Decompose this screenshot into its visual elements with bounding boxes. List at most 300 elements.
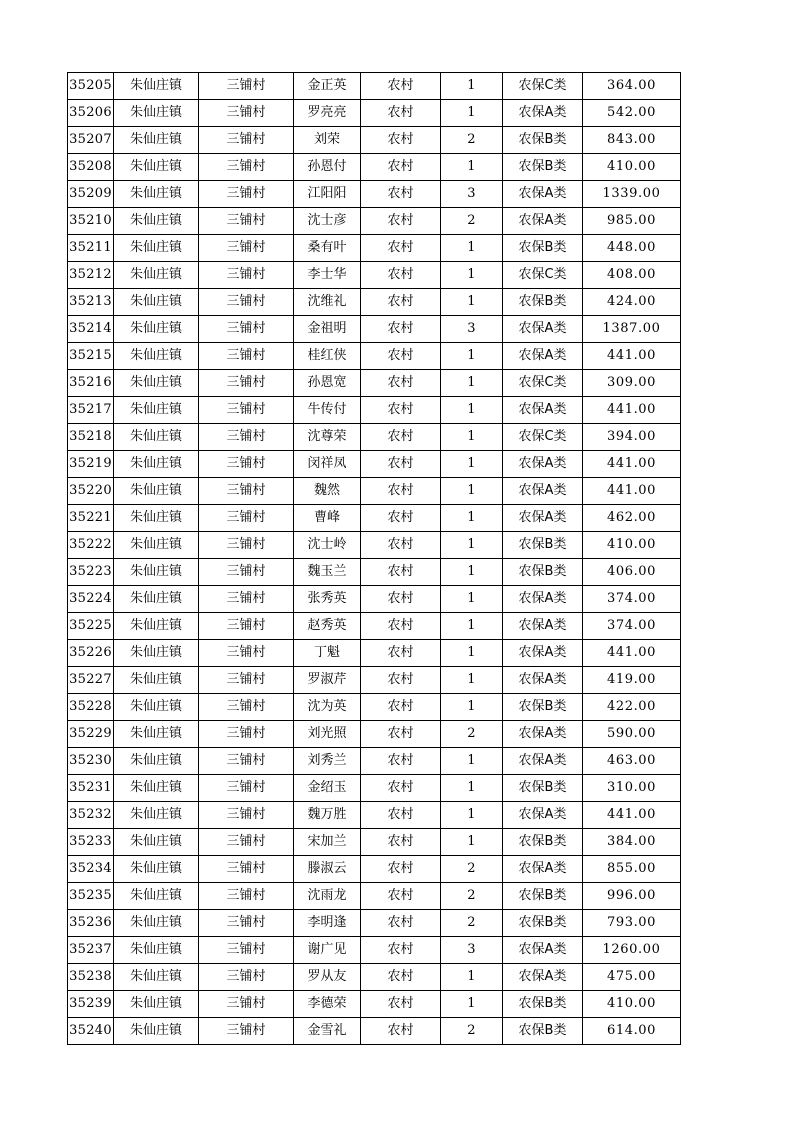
village-cell: 三铺村: [199, 721, 294, 748]
category-cell: 农保A类: [503, 856, 583, 883]
table-row: [68, 343, 681, 370]
town-cell: 朱仙庄镇: [114, 73, 199, 100]
name-cell: 孙恩付: [294, 154, 361, 181]
amount-cell: 364.00: [583, 73, 681, 100]
member-count-cell: 1: [441, 478, 503, 505]
amount-cell: 1260.00: [583, 937, 681, 964]
town-cell: 朱仙庄镇: [114, 505, 199, 532]
member-count-cell: 2: [441, 127, 503, 154]
household-type-cell: 农村: [361, 991, 441, 1018]
amount-cell: 985.00: [583, 208, 681, 235]
table-row: [68, 964, 681, 991]
member-count-cell: 1: [441, 667, 503, 694]
amount-cell: 410.00: [583, 154, 681, 181]
amount-cell: 384.00: [583, 829, 681, 856]
record-id-cell: 35211: [68, 235, 114, 262]
category-cell: 农保A类: [503, 208, 583, 235]
record-id-cell: 35224: [68, 586, 114, 613]
town-cell: 朱仙庄镇: [114, 694, 199, 721]
category-cell: 农保A类: [503, 343, 583, 370]
category-cell: 农保B类: [503, 154, 583, 181]
amount-cell: 462.00: [583, 505, 681, 532]
table-row: [68, 262, 681, 289]
category-cell: 农保A类: [503, 451, 583, 478]
household-type-cell: 农村: [361, 883, 441, 910]
record-id-cell: 35233: [68, 829, 114, 856]
table-row: [68, 559, 681, 586]
amount-cell: 1387.00: [583, 316, 681, 343]
household-type-cell: 农村: [361, 289, 441, 316]
amount-cell: 374.00: [583, 613, 681, 640]
table-row: [68, 829, 681, 856]
member-count-cell: 1: [441, 613, 503, 640]
record-id-cell: 35208: [68, 154, 114, 181]
village-cell: 三铺村: [199, 316, 294, 343]
name-cell: 刘光照: [294, 721, 361, 748]
village-cell: 三铺村: [199, 343, 294, 370]
category-cell: 农保A类: [503, 613, 583, 640]
table-row: [68, 424, 681, 451]
amount-cell: 309.00: [583, 370, 681, 397]
table-row: [68, 127, 681, 154]
member-count-cell: 2: [441, 208, 503, 235]
town-cell: 朱仙庄镇: [114, 181, 199, 208]
village-cell: 三铺村: [199, 667, 294, 694]
category-cell: 农保A类: [503, 667, 583, 694]
name-cell: 李士华: [294, 262, 361, 289]
table-row: [68, 1018, 681, 1045]
village-cell: 三铺村: [199, 829, 294, 856]
village-cell: 三铺村: [199, 640, 294, 667]
table-row: [68, 532, 681, 559]
member-count-cell: 2: [441, 910, 503, 937]
household-type-cell: 农村: [361, 316, 441, 343]
name-cell: 魏然: [294, 478, 361, 505]
amount-cell: 996.00: [583, 883, 681, 910]
household-type-cell: 农村: [361, 775, 441, 802]
amount-cell: 410.00: [583, 532, 681, 559]
name-cell: 罗亮亮: [294, 100, 361, 127]
household-type-cell: 农村: [361, 586, 441, 613]
name-cell: 刘秀兰: [294, 748, 361, 775]
record-id-cell: 35216: [68, 370, 114, 397]
record-id-cell: 35239: [68, 991, 114, 1018]
amount-cell: 441.00: [583, 451, 681, 478]
record-id-cell: 35205: [68, 73, 114, 100]
category-cell: 农保A类: [503, 397, 583, 424]
household-type-cell: 农村: [361, 505, 441, 532]
category-cell: 农保A类: [503, 721, 583, 748]
record-id-cell: 35218: [68, 424, 114, 451]
town-cell: 朱仙庄镇: [114, 775, 199, 802]
table-row: [68, 316, 681, 343]
amount-cell: 441.00: [583, 640, 681, 667]
record-id-cell: 35238: [68, 964, 114, 991]
town-cell: 朱仙庄镇: [114, 991, 199, 1018]
table-row: [68, 73, 681, 100]
record-id-cell: 35228: [68, 694, 114, 721]
village-cell: 三铺村: [199, 802, 294, 829]
record-id-cell: 35230: [68, 748, 114, 775]
member-count-cell: 3: [441, 316, 503, 343]
category-cell: 农保C类: [503, 262, 583, 289]
town-cell: 朱仙庄镇: [114, 802, 199, 829]
village-cell: 三铺村: [199, 613, 294, 640]
amount-cell: 310.00: [583, 775, 681, 802]
table-row: [68, 910, 681, 937]
category-cell: 农保A类: [503, 802, 583, 829]
name-cell: 金祖明: [294, 316, 361, 343]
name-cell: 桑有叶: [294, 235, 361, 262]
household-type-cell: 农村: [361, 100, 441, 127]
record-id-cell: 35229: [68, 721, 114, 748]
village-cell: 三铺村: [199, 370, 294, 397]
member-count-cell: 2: [441, 856, 503, 883]
member-count-cell: 1: [441, 640, 503, 667]
amount-cell: 374.00: [583, 586, 681, 613]
town-cell: 朱仙庄镇: [114, 829, 199, 856]
household-type-cell: 农村: [361, 1018, 441, 1045]
category-cell: 农保B类: [503, 775, 583, 802]
household-type-cell: 农村: [361, 478, 441, 505]
record-id-cell: 35227: [68, 667, 114, 694]
table-body: [68, 73, 681, 1045]
town-cell: 朱仙庄镇: [114, 289, 199, 316]
town-cell: 朱仙庄镇: [114, 127, 199, 154]
town-cell: 朱仙庄镇: [114, 748, 199, 775]
household-type-cell: 农村: [361, 397, 441, 424]
town-cell: 朱仙庄镇: [114, 397, 199, 424]
member-count-cell: 1: [441, 775, 503, 802]
household-type-cell: 农村: [361, 343, 441, 370]
table-row: [68, 802, 681, 829]
household-type-cell: 农村: [361, 154, 441, 181]
town-cell: 朱仙庄镇: [114, 1018, 199, 1045]
record-id-cell: 35226: [68, 640, 114, 667]
record-id-cell: 35214: [68, 316, 114, 343]
amount-cell: 448.00: [583, 235, 681, 262]
record-id-cell: 35232: [68, 802, 114, 829]
member-count-cell: 1: [441, 964, 503, 991]
household-type-cell: 农村: [361, 667, 441, 694]
name-cell: 金正英: [294, 73, 361, 100]
member-count-cell: 2: [441, 721, 503, 748]
name-cell: 罗淑芹: [294, 667, 361, 694]
name-cell: 沈雨龙: [294, 883, 361, 910]
amount-cell: 542.00: [583, 100, 681, 127]
town-cell: 朱仙庄镇: [114, 613, 199, 640]
household-type-cell: 农村: [361, 532, 441, 559]
amount-cell: 406.00: [583, 559, 681, 586]
household-type-cell: 农村: [361, 181, 441, 208]
household-type-cell: 农村: [361, 208, 441, 235]
name-cell: 牛传付: [294, 397, 361, 424]
town-cell: 朱仙庄镇: [114, 910, 199, 937]
amount-cell: 475.00: [583, 964, 681, 991]
record-id-cell: 35217: [68, 397, 114, 424]
record-id-cell: 35206: [68, 100, 114, 127]
category-cell: 农保A类: [503, 181, 583, 208]
amount-cell: 410.00: [583, 991, 681, 1018]
data-table: [67, 72, 681, 1045]
household-type-cell: 农村: [361, 856, 441, 883]
category-cell: 农保B类: [503, 991, 583, 1018]
village-cell: 三铺村: [199, 289, 294, 316]
name-cell: 宋加兰: [294, 829, 361, 856]
town-cell: 朱仙庄镇: [114, 640, 199, 667]
category-cell: 农保A类: [503, 316, 583, 343]
name-cell: 魏玉兰: [294, 559, 361, 586]
member-count-cell: 1: [441, 991, 503, 1018]
name-cell: 曹峰: [294, 505, 361, 532]
town-cell: 朱仙庄镇: [114, 424, 199, 451]
name-cell: 刘荣: [294, 127, 361, 154]
name-cell: 赵秀英: [294, 613, 361, 640]
member-count-cell: 1: [441, 154, 503, 181]
village-cell: 三铺村: [199, 910, 294, 937]
category-cell: 农保B类: [503, 127, 583, 154]
town-cell: 朱仙庄镇: [114, 964, 199, 991]
table-row: [68, 991, 681, 1018]
name-cell: 江阳阳: [294, 181, 361, 208]
member-count-cell: 1: [441, 235, 503, 262]
town-cell: 朱仙庄镇: [114, 667, 199, 694]
member-count-cell: 1: [441, 262, 503, 289]
name-cell: 魏万胜: [294, 802, 361, 829]
member-count-cell: 2: [441, 1018, 503, 1045]
record-id-cell: 35223: [68, 559, 114, 586]
name-cell: 谢广见: [294, 937, 361, 964]
household-type-cell: 农村: [361, 802, 441, 829]
member-count-cell: 1: [441, 100, 503, 127]
name-cell: 李明逢: [294, 910, 361, 937]
village-cell: 三铺村: [199, 208, 294, 235]
town-cell: 朱仙庄镇: [114, 532, 199, 559]
record-id-cell: 35240: [68, 1018, 114, 1045]
member-count-cell: 1: [441, 586, 503, 613]
category-cell: 农保A类: [503, 505, 583, 532]
table-row: [68, 748, 681, 775]
member-count-cell: 1: [441, 694, 503, 721]
town-cell: 朱仙庄镇: [114, 451, 199, 478]
member-count-cell: 1: [441, 451, 503, 478]
amount-cell: 793.00: [583, 910, 681, 937]
village-cell: 三铺村: [199, 127, 294, 154]
table-row: [68, 856, 681, 883]
town-cell: 朱仙庄镇: [114, 100, 199, 127]
name-cell: 沈维礼: [294, 289, 361, 316]
table-row: [68, 208, 681, 235]
category-cell: 农保B类: [503, 883, 583, 910]
name-cell: 孙恩宽: [294, 370, 361, 397]
category-cell: 农保C类: [503, 73, 583, 100]
household-type-cell: 农村: [361, 964, 441, 991]
category-cell: 农保A类: [503, 100, 583, 127]
town-cell: 朱仙庄镇: [114, 586, 199, 613]
town-cell: 朱仙庄镇: [114, 262, 199, 289]
category-cell: 农保B类: [503, 694, 583, 721]
name-cell: 李德荣: [294, 991, 361, 1018]
household-type-cell: 农村: [361, 721, 441, 748]
town-cell: 朱仙庄镇: [114, 154, 199, 181]
table-row: [68, 370, 681, 397]
household-type-cell: 农村: [361, 829, 441, 856]
amount-cell: 855.00: [583, 856, 681, 883]
table-row: [68, 937, 681, 964]
category-cell: 农保B类: [503, 235, 583, 262]
category-cell: 农保A类: [503, 937, 583, 964]
member-count-cell: 1: [441, 559, 503, 586]
table-row: [68, 235, 681, 262]
village-cell: 三铺村: [199, 478, 294, 505]
amount-cell: 843.00: [583, 127, 681, 154]
household-type-cell: 农村: [361, 235, 441, 262]
record-id-cell: 35225: [68, 613, 114, 640]
village-cell: 三铺村: [199, 1018, 294, 1045]
record-id-cell: 35222: [68, 532, 114, 559]
town-cell: 朱仙庄镇: [114, 937, 199, 964]
table-row: [68, 694, 681, 721]
town-cell: 朱仙庄镇: [114, 856, 199, 883]
name-cell: 张秀英: [294, 586, 361, 613]
village-cell: 三铺村: [199, 424, 294, 451]
member-count-cell: 2: [441, 883, 503, 910]
village-cell: 三铺村: [199, 397, 294, 424]
name-cell: 丁魁: [294, 640, 361, 667]
member-count-cell: 1: [441, 532, 503, 559]
village-cell: 三铺村: [199, 586, 294, 613]
category-cell: 农保B类: [503, 289, 583, 316]
name-cell: 沈为英: [294, 694, 361, 721]
record-id-cell: 35212: [68, 262, 114, 289]
category-cell: 农保C类: [503, 424, 583, 451]
town-cell: 朱仙庄镇: [114, 721, 199, 748]
village-cell: 三铺村: [199, 100, 294, 127]
table-row: [68, 289, 681, 316]
member-count-cell: 1: [441, 343, 503, 370]
table-row: [68, 586, 681, 613]
amount-cell: 1339.00: [583, 181, 681, 208]
household-type-cell: 农村: [361, 451, 441, 478]
record-id-cell: 35231: [68, 775, 114, 802]
household-type-cell: 农村: [361, 370, 441, 397]
member-count-cell: 1: [441, 370, 503, 397]
village-cell: 三铺村: [199, 181, 294, 208]
member-count-cell: 1: [441, 748, 503, 775]
household-type-cell: 农村: [361, 613, 441, 640]
village-cell: 三铺村: [199, 991, 294, 1018]
category-cell: 农保A类: [503, 478, 583, 505]
town-cell: 朱仙庄镇: [114, 883, 199, 910]
village-cell: 三铺村: [199, 937, 294, 964]
category-cell: 农保C类: [503, 370, 583, 397]
record-id-cell: 35235: [68, 883, 114, 910]
household-type-cell: 农村: [361, 424, 441, 451]
amount-cell: 590.00: [583, 721, 681, 748]
name-cell: 沈士岭: [294, 532, 361, 559]
table-row: [68, 721, 681, 748]
amount-cell: 441.00: [583, 397, 681, 424]
village-cell: 三铺村: [199, 451, 294, 478]
table-row: [68, 397, 681, 424]
record-id-cell: 35220: [68, 478, 114, 505]
household-type-cell: 农村: [361, 937, 441, 964]
table-row: [68, 775, 681, 802]
category-cell: 农保A类: [503, 640, 583, 667]
member-count-cell: 1: [441, 73, 503, 100]
record-id-cell: 35215: [68, 343, 114, 370]
table-row: [68, 667, 681, 694]
amount-cell: 394.00: [583, 424, 681, 451]
record-id-cell: 35236: [68, 910, 114, 937]
amount-cell: 441.00: [583, 478, 681, 505]
village-cell: 三铺村: [199, 856, 294, 883]
amount-cell: 614.00: [583, 1018, 681, 1045]
name-cell: 金雪礼: [294, 1018, 361, 1045]
record-id-cell: 35234: [68, 856, 114, 883]
household-type-cell: 农村: [361, 910, 441, 937]
town-cell: 朱仙庄镇: [114, 316, 199, 343]
amount-cell: 422.00: [583, 694, 681, 721]
village-cell: 三铺村: [199, 964, 294, 991]
record-id-cell: 35209: [68, 181, 114, 208]
table-row: [68, 154, 681, 181]
table-row: [68, 640, 681, 667]
amount-cell: 424.00: [583, 289, 681, 316]
category-cell: 农保A类: [503, 586, 583, 613]
village-cell: 三铺村: [199, 775, 294, 802]
name-cell: 金绍玉: [294, 775, 361, 802]
town-cell: 朱仙庄镇: [114, 370, 199, 397]
amount-cell: 441.00: [583, 343, 681, 370]
record-id-cell: 35213: [68, 289, 114, 316]
household-type-cell: 农村: [361, 748, 441, 775]
category-cell: 农保B类: [503, 1018, 583, 1045]
name-cell: 沈尊荣: [294, 424, 361, 451]
town-cell: 朱仙庄镇: [114, 208, 199, 235]
record-id-cell: 35210: [68, 208, 114, 235]
village-cell: 三铺村: [199, 883, 294, 910]
household-type-cell: 农村: [361, 694, 441, 721]
village-cell: 三铺村: [199, 505, 294, 532]
amount-cell: 408.00: [583, 262, 681, 289]
household-type-cell: 农村: [361, 262, 441, 289]
table-row: [68, 100, 681, 127]
village-cell: 三铺村: [199, 532, 294, 559]
amount-cell: 463.00: [583, 748, 681, 775]
member-count-cell: 1: [441, 505, 503, 532]
village-cell: 三铺村: [199, 73, 294, 100]
category-cell: 农保B类: [503, 829, 583, 856]
village-cell: 三铺村: [199, 154, 294, 181]
member-count-cell: 3: [441, 181, 503, 208]
town-cell: 朱仙庄镇: [114, 478, 199, 505]
table-row: [68, 505, 681, 532]
household-type-cell: 农村: [361, 73, 441, 100]
table-row: [68, 478, 681, 505]
member-count-cell: 3: [441, 937, 503, 964]
record-id-cell: 35219: [68, 451, 114, 478]
member-count-cell: 1: [441, 289, 503, 316]
village-cell: 三铺村: [199, 748, 294, 775]
household-type-cell: 农村: [361, 127, 441, 154]
town-cell: 朱仙庄镇: [114, 559, 199, 586]
village-cell: 三铺村: [199, 559, 294, 586]
record-id-cell: 35221: [68, 505, 114, 532]
table-row: [68, 451, 681, 478]
name-cell: 滕淑云: [294, 856, 361, 883]
household-type-cell: 农村: [361, 640, 441, 667]
